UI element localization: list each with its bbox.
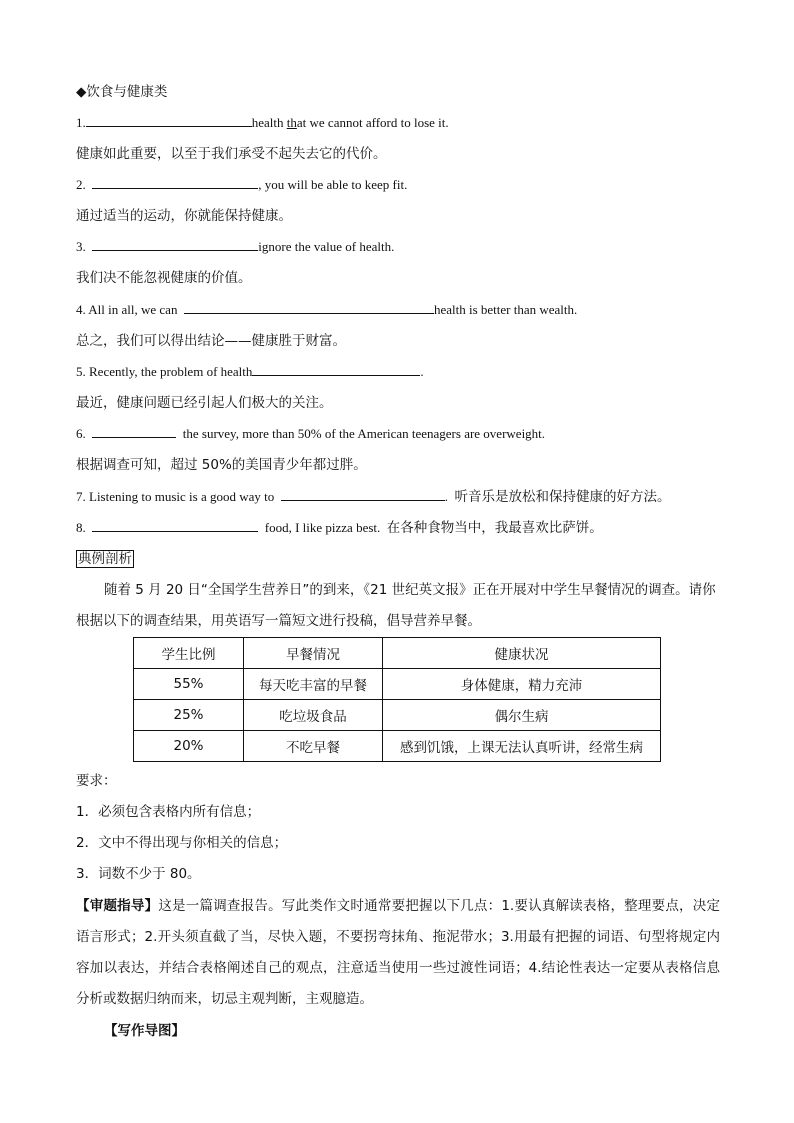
item-number: 6. <box>76 426 86 441</box>
mindmap-label: 【写作导图】 <box>104 1023 185 1039</box>
section-title: ◆饮食与健康类 <box>76 84 168 100</box>
table-row <box>134 669 661 700</box>
example-label: 典例剖析 <box>78 551 132 567</box>
answer-blank[interactable] <box>281 488 445 501</box>
item-text: ignore the value of health. <box>258 239 395 254</box>
item-text-after-underline: at we cannot afford to lose it. <box>296 115 449 130</box>
table-cell: 25% <box>134 700 244 731</box>
translation-2: 通过适当的运动，你就能保持健康。 <box>76 208 292 224</box>
answer-blank[interactable] <box>92 425 176 438</box>
table-header: 学生比例 <box>134 638 244 669</box>
table-cell: 吃垃圾食品 <box>244 700 383 731</box>
item-number: 4. All in all, we can <box>76 302 178 317</box>
item-number: 1. <box>76 115 86 130</box>
answer-blank[interactable] <box>92 238 258 251</box>
translation-7: 听音乐是放松和保持健康的好方法。 <box>454 489 671 505</box>
table-cell: 不吃早餐 <box>244 731 383 762</box>
exercise-item-3 <box>76 238 394 256</box>
table-row <box>134 731 661 762</box>
table-header: 早餐情况 <box>244 638 383 669</box>
requirement-item: 1．必须包含表格内所有信息； <box>76 804 261 820</box>
guide-paragraph <box>76 891 720 1015</box>
survey-table <box>133 637 661 762</box>
item-number: 5. Recently, the problem of health <box>76 364 253 379</box>
requirement-item: 3．词数不少于 80。 <box>76 866 201 882</box>
answer-blank[interactable] <box>92 176 258 189</box>
prompt-line-2: 根据以下的调查结果，用英语写一篇短文进行投稿，倡导营养早餐。 <box>76 613 481 629</box>
translation-6: 根据调查可知，超过 50%的美国青少年都过胖。 <box>76 457 367 473</box>
table-cell: 55% <box>134 669 244 700</box>
item-text: , you will be able to keep fit. <box>258 177 408 192</box>
answer-blank[interactable] <box>92 519 258 532</box>
table-cell: 偶尔生病 <box>383 700 661 731</box>
exercise-item-7 <box>76 488 670 506</box>
prompt-line-1: 随着 5 月 20 日“全国学生营养日”的到来，《21 世纪英文报》正在开展对中学生早餐情况的调查。请你 <box>104 582 716 598</box>
underlined-text: th <box>286 115 297 130</box>
translation-4: 总之，我们可以得出结论——健康胜于财富。 <box>76 333 346 349</box>
item-number: 2. <box>76 177 86 192</box>
answer-blank[interactable] <box>184 301 434 314</box>
table-header-row <box>134 638 661 669</box>
answer-blank[interactable] <box>252 363 420 376</box>
item-text: . <box>420 364 424 379</box>
item-text: the survey, more than 50% of the American teenagers are overweight. <box>182 426 546 441</box>
translation-3: 我们决不能忽视健康的价值。 <box>76 270 252 286</box>
item-text: health is better than wealth. <box>433 302 578 317</box>
item-number: 8. <box>76 520 86 535</box>
table-header: 健康状况 <box>383 638 661 669</box>
item-text: food, I like pizza best. <box>264 520 381 535</box>
requirements-title: 要求： <box>76 773 117 789</box>
exercise-item-6 <box>76 425 545 443</box>
exercise-item-4 <box>76 301 577 319</box>
item-text: . <box>444 489 448 504</box>
exercise-item-1 <box>76 114 449 132</box>
item-text-before-underline: health <box>251 115 287 130</box>
table-cell: 每天吃丰富的早餐 <box>244 669 383 700</box>
guide-text: 这是一篇调查报告。写此类作文时通常要把握以下几点：1.要认真解读表格，整理要点，决定语言形式；2.开头须直截了当，尽快入题，不要拐弯抹角、拖泥带水；3.用最有把握的词语、句型将规定内容加以表达，并结合表格阐述自己的观点，注意适当使用一些过渡性词语；4.结论性表达一定要从表格信息分析或数据归纳而来，切忌主观判断，主观臆造。 <box>76 898 720 1007</box>
requirement-item: 2．文中不得出现与你相关的信息； <box>76 835 288 851</box>
answer-blank[interactable] <box>86 114 252 127</box>
exercise-item-8 <box>76 519 603 537</box>
item-number: 3. <box>76 239 86 254</box>
translation-1: 健康如此重要，以至于我们承受不起失去它的代价。 <box>76 146 387 162</box>
exercise-item-5 <box>76 363 424 381</box>
table-row <box>134 700 661 731</box>
table-cell: 20% <box>134 731 244 762</box>
translation-8: 在各种食物当中，我最喜欢比萨饼。 <box>386 520 603 536</box>
item-number: 7. Listening to music is a good way to <box>76 489 275 504</box>
table-cell: 身体健康，精力充沛 <box>383 669 661 700</box>
guide-label: 【审题指导】 <box>76 898 159 914</box>
translation-5: 最近，健康问题已经引起人们极大的关注。 <box>76 395 333 411</box>
example-label-row <box>76 550 134 568</box>
exercise-item-2 <box>76 176 407 194</box>
table-cell: 感到饥饿，上课无法认真听讲，经常生病 <box>383 731 661 762</box>
